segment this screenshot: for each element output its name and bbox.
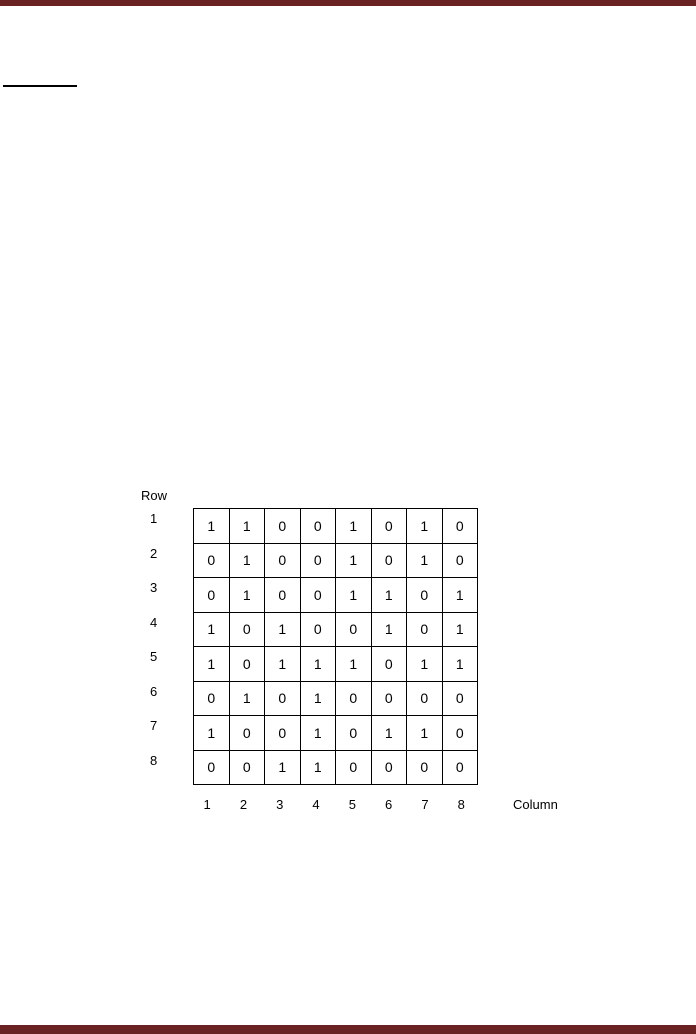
column-labels	[189, 797, 479, 812]
matrix-cell: 0	[194, 681, 230, 716]
matrix-cell: 1	[229, 543, 265, 578]
row-label: 5	[150, 649, 158, 664]
top-border-bar	[0, 0, 696, 6]
matrix-cell: 0	[300, 509, 336, 544]
matrix-cell: 0	[371, 509, 407, 544]
matrix-cell: 0	[336, 750, 372, 785]
matrix-cell: 0	[371, 681, 407, 716]
matrix-cell: 0	[265, 543, 301, 578]
matrix-cell: 1	[194, 612, 230, 647]
matrix-cell: 0	[442, 750, 478, 785]
matrix-cell: 0	[229, 647, 265, 682]
matrix-cell: 1	[300, 716, 336, 751]
matrix-cell: 0	[407, 750, 443, 785]
matrix-cell: 0	[265, 578, 301, 613]
row-label: 8	[150, 752, 158, 768]
row-label: 4	[150, 614, 158, 630]
matrix-cell: 0	[442, 716, 478, 751]
matrix-cell: 1	[300, 647, 336, 682]
matrix-cell: 0	[336, 612, 372, 647]
matrix-cell: 1	[194, 716, 230, 751]
matrix-row	[194, 647, 478, 682]
matrix-cell: 0	[229, 716, 265, 751]
matrix-cell: 1	[371, 612, 407, 647]
matrix-cell: 0	[194, 578, 230, 613]
matrix-cell: 1	[336, 543, 372, 578]
matrix-cell: 1	[265, 612, 301, 647]
matrix-cell: 1	[229, 681, 265, 716]
matrix-cell: 0	[300, 543, 336, 578]
matrix-row	[194, 681, 478, 716]
binary-matrix	[193, 508, 478, 785]
matrix-cell: 1	[407, 543, 443, 578]
column-label: 4	[312, 797, 320, 812]
column-label: 7	[421, 797, 429, 812]
matrix-row	[194, 578, 478, 613]
matrix-cell: 1	[229, 509, 265, 544]
matrix-cell: 0	[371, 647, 407, 682]
row-labels	[150, 508, 162, 784]
row-label: 3	[150, 580, 158, 595]
matrix-cell: 1	[407, 509, 443, 544]
matrix-cell: 1	[336, 509, 372, 544]
matrix-cell: 0	[407, 681, 443, 716]
column-label: 3	[276, 797, 284, 812]
matrix-cell: 1	[265, 647, 301, 682]
matrix-cell: 0	[442, 681, 478, 716]
row-label: 1	[150, 511, 158, 526]
matrix-cell: 0	[194, 750, 230, 785]
matrix-cell: 0	[194, 543, 230, 578]
column-label: 5	[348, 797, 356, 812]
matrix-cell: 1	[336, 647, 372, 682]
matrix-cell: 1	[407, 647, 443, 682]
matrix-cell: 0	[265, 509, 301, 544]
heading-underline	[3, 85, 77, 87]
matrix-cell: 0	[265, 716, 301, 751]
matrix-cell: 1	[442, 647, 478, 682]
matrix-cell: 1	[194, 647, 230, 682]
row-label: 2	[150, 545, 158, 561]
row-label: 6	[150, 683, 158, 699]
matrix-cell: 1	[300, 681, 336, 716]
matrix-cell: 0	[442, 543, 478, 578]
column-label: 1	[203, 797, 211, 812]
column-label: 2	[239, 797, 248, 812]
matrix-cell: 1	[371, 578, 407, 613]
column-label: 6	[385, 797, 393, 812]
matrix-cell: 0	[300, 578, 336, 613]
matrix-cell: 1	[194, 509, 230, 544]
matrix-cell: 1	[229, 578, 265, 613]
matrix-cell: 0	[442, 509, 478, 544]
matrix-cell: 1	[336, 578, 372, 613]
matrix-cell: 1	[442, 612, 478, 647]
column-axis-header: Column	[513, 797, 558, 812]
row-label: 7	[150, 718, 158, 733]
matrix-cell: 0	[371, 543, 407, 578]
matrix-cell: 0	[229, 612, 265, 647]
matrix-row	[194, 750, 478, 785]
matrix-cell: 1	[407, 716, 443, 751]
matrix-row	[194, 543, 478, 578]
matrix-row	[194, 716, 478, 751]
matrix-cell: 1	[300, 750, 336, 785]
matrix-cell: 1	[442, 578, 478, 613]
matrix-cell: 0	[229, 750, 265, 785]
matrix-row	[194, 509, 478, 544]
matrix-cell: 0	[265, 681, 301, 716]
matrix-cell: 1	[371, 716, 407, 751]
matrix-cell: 0	[336, 716, 372, 751]
matrix-cell: 0	[300, 612, 336, 647]
column-label: 8	[457, 797, 465, 812]
matrix-cell: 1	[265, 750, 301, 785]
matrix-cell: 0	[407, 578, 443, 613]
matrix-cell: 0	[407, 612, 443, 647]
bottom-border-bar	[0, 1025, 696, 1034]
matrix-cell: 0	[371, 750, 407, 785]
matrix-cell: 0	[336, 681, 372, 716]
row-axis-header: Row	[141, 488, 168, 503]
matrix-row	[194, 612, 478, 647]
